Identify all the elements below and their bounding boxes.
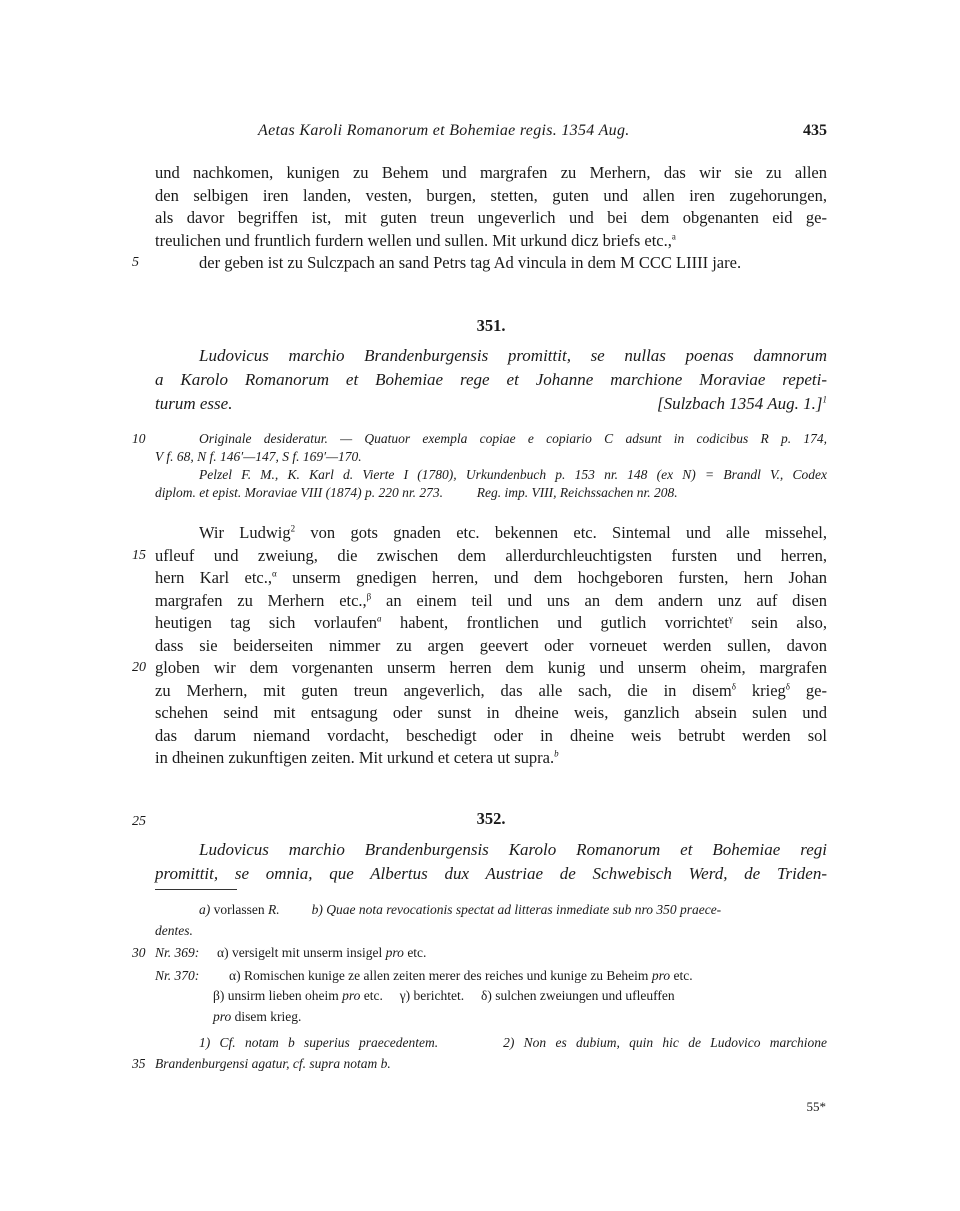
line-number: 10 [132,431,146,446]
text-line: treulichen und fruntlich furdern wellen und sullen. Mit urkund dicz briefs etc.,$^a$ [155,230,676,250]
note-line: Pelzel F. M., K. Karl d. Vierte I (1780), Urkundenbuch p. 153 nr. 148 (ex N) = Brandl V., Codex [199,467,827,482]
text-line: 20 globen wir dem vorgenanten unserm herren dem kunig und unserm oheim, margrafen [155,657,827,680]
text-line: zu Merhern, mit guten treun angeverlich, das alle sach, die in disem$^\delta$ krieg$^\delta$ ge- [155,680,827,700]
sheet-signature: 55* [806,1099,826,1114]
line-number: 5 [132,255,139,270]
intro-paragraph [132,162,827,275]
note-line: 10 Originale desideratur. — Quatuor exempla copiae e copiario C adsunt in codicibus R p. 174, [132,431,827,446]
regest-351 [155,344,827,416]
footnote-line: 35 Brandenburgensi agatur, cf. supra notam b. [155,1054,827,1075]
note-line: diplom. et epist. Moraviae VIII (1874) p. 220 nr. 273. Reg. imp. VIII, Reichssachen nr. 208. [155,485,678,500]
document-number: 352. [476,809,506,828]
source-note [132,430,827,502]
text-line: schehen seind mit entsagung oder sunst in dheine weis, ganzlich absein sulen und [155,703,827,722]
document-date: [Sulzbach 1354 Aug. 1.]$^1$ [657,394,827,413]
footnote-marker: a [671,231,676,241]
page-header [155,122,827,146]
text-line: in dheinen zukunftigen zeiten. Mit urkund et cetera ut supra.$^b$ [155,748,559,767]
line-number: 15 [132,547,146,563]
text-line: 5 der geben ist zu Sulczpach an sand Petrs tag Ad vincula in dem M CCC LIIII jare. [155,252,827,275]
text-line: margrafen zu Merhern etc.,$^\beta$ an einem teil und uns an dem andern unz auf disen [155,590,827,610]
document-text-351 [132,522,827,770]
regest-352 [155,838,827,886]
regest-line: promittit, se omnia, que Albertus dux Austriae de Schwebisch Werd, de Triden- [155,864,827,883]
footnote-line: dentes. [155,922,193,938]
footnote-line: 30 Nr. 369: α) versigelt mit unserm insigel pro etc. [155,943,827,964]
text-line: 15 ufleuf und zweiung, die zwischen dem allerdurchleuchtigsten fursten und herren, [155,545,827,568]
line-number: 30 [132,945,146,960]
text-line: den selbigen iren landen, vesten, burgen, stetten, guten und allen iren zugehorungen, [155,185,827,205]
line-number: 35 [132,1055,146,1071]
footnotes [132,900,827,1074]
footnote-line: 1) Cf. notam b superius praecedentem. 2) Non es dubium, quin hic de Ludovico marchione [199,1035,827,1050]
regest-line: Ludovicus marchio Brandenburgensis promittit, se nullas poenas damnorum [199,346,827,365]
line-number: 25 [132,814,146,829]
note-line: V f. 68, N f. 146′—147, S f. 169′—170. [155,449,362,464]
text-line: als davor begriffen ist, mit guten treun ungeverlich und bei dem obgenanten eid ge- [155,208,827,227]
text-line: hern Karl etc.,$^\alpha$ unserm gnedigen herren, und dem hochgeboren fursten, hern Johan [155,568,827,587]
footnote-line: pro disem krieg. [213,1008,302,1024]
footnote-line: a) vorlassen R. b) Quae nota revocationis spectat ad litteras inmediate sub nro 350 praece- [199,902,722,917]
footnote-line: β) unsirm lieben oheim pro etc. γ) berichtet. δ) sulchen zweiungen und ufleuffen [213,988,675,1003]
text-line: und nachkomen, kunigen zu Behem und margrafen zu Merhern, das wir sie zu allen [155,163,827,182]
line-number: 20 [132,660,146,675]
document-number: 351. [476,316,506,335]
footnote-rule [155,889,237,890]
footnote-line: Nr. 370: α) Romischen kunige ze allen zeiten merer des reiches und kunige zu Beheim pro etc. [155,967,693,983]
text-line: Wir Ludwig$^2$ von gots gnaden etc. bekennen etc. Sintemal und alle missehel, [199,523,827,542]
page-number: 435 [803,122,827,139]
regest-line: Ludovicus marchio Brandenburgensis Karolo Romanorum et Bohemiae regi [199,840,827,859]
text-line: das darum niemand vordacht, beschedigt oder in dheine weis betrubt werden sol [155,725,827,745]
text-line: heutigen tag sich vorlaufen$^a$ habent, frontlichen und gutlich vorrichtet$^\gamma$ sein also, [155,613,827,632]
running-head: Aetas Karoli Romanorum et Bohemiae regis. 1354 Aug. [258,122,630,139]
regest-line: turum esse. [Sulzbach 1354 Aug. 1.]$^1$ [155,392,827,416]
text-line: dass sie beiderseiten nimmer zu argen geevert oder vorneuet werden sullen, davon [155,635,827,655]
regest-line: a Karolo Romanorum et Bohemiae rege et Johanne marchione Moraviae repeti- [155,370,827,389]
